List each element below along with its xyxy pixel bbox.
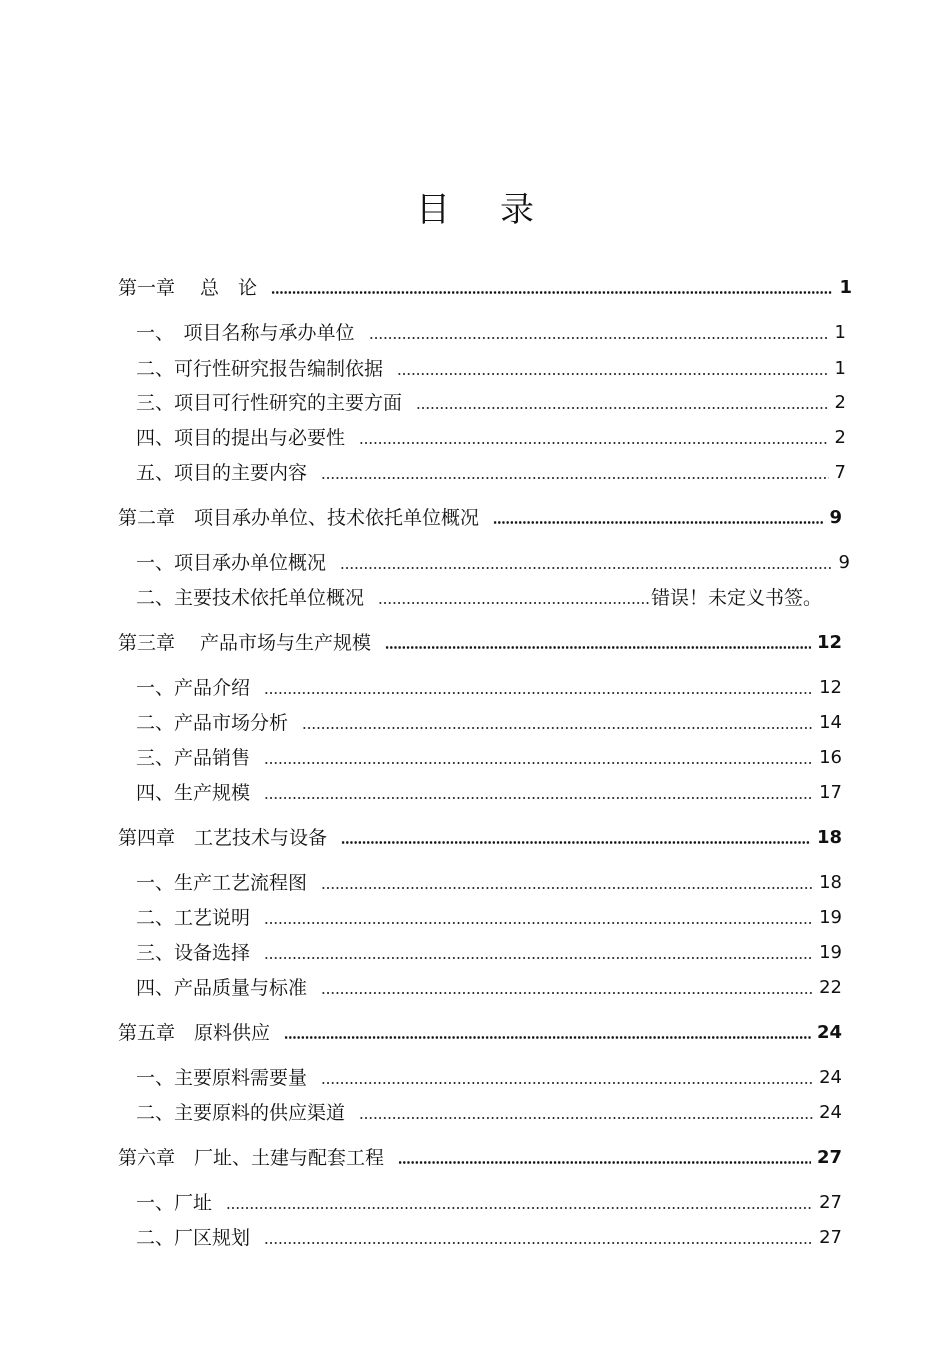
toc-chapter-1[interactable] (118, 271, 852, 299)
dot-leader (302, 727, 813, 729)
toc-label: 四、产品质量与标准 (136, 977, 308, 999)
toc-chapter-4[interactable] (118, 821, 842, 849)
toc-label: 第二章 项目承办单位、技术依托单位概况 (118, 507, 480, 529)
toc-section[interactable] (136, 1061, 842, 1089)
toc-label: 第五章 原料供应 (118, 1022, 271, 1044)
toc-page-number: 1 (834, 358, 846, 379)
dot-leader (264, 922, 813, 924)
toc-label: 二、工艺说明 (136, 907, 251, 929)
dot-leader (369, 337, 829, 339)
toc-section[interactable] (136, 1096, 842, 1124)
toc-page-number: 2 (834, 392, 846, 413)
toc-label: 二、主要技术依托单位概况 (136, 587, 365, 609)
toc-page-number: 19 (819, 907, 842, 928)
toc-label: 第一章 总 论 (118, 277, 258, 299)
dot-leader (321, 992, 813, 994)
toc-page-number: 17 (819, 782, 842, 803)
toc-label: 一、项目承办单位概况 (136, 552, 327, 574)
toc-label: 四、项目的提出与必要性 (136, 427, 346, 449)
toc-section[interactable] (136, 1221, 842, 1249)
dot-leader (397, 373, 829, 375)
toc-section[interactable] (136, 421, 846, 449)
dot-leader (359, 1117, 813, 1119)
toc-section[interactable] (136, 1186, 842, 1214)
toc-label: 一、产品介绍 (136, 677, 251, 699)
page-title (0, 182, 950, 231)
toc-page-number: 19 (819, 942, 842, 963)
toc-section[interactable] (136, 671, 842, 699)
toc-page-number: 1 (839, 277, 852, 298)
toc-chapter-5[interactable] (118, 1016, 842, 1044)
toc-section[interactable] (136, 741, 842, 769)
toc-page-number: 12 (816, 632, 842, 653)
toc-page-number: 1 (834, 322, 846, 343)
toc-section[interactable] (136, 386, 846, 414)
toc-section[interactable] (136, 866, 842, 894)
toc-label: 一、 项目名称与承办单位 (136, 322, 355, 344)
toc-chapter-2[interactable] (118, 501, 842, 529)
dot-leader (321, 887, 813, 889)
toc-page-number: 27 (819, 1227, 842, 1248)
toc-page-number: 24 (816, 1022, 842, 1043)
dot-leader (226, 1207, 813, 1209)
dot-leader (271, 291, 833, 294)
toc-page-number: 22 (819, 977, 842, 998)
dot-leader (416, 407, 829, 409)
toc-page-number: 27 (819, 1192, 842, 1213)
toc-label: 二、主要原料的供应渠道 (136, 1102, 346, 1124)
toc-chapter-3[interactable] (118, 626, 842, 654)
toc-label: 二、产品市场分析 (136, 712, 289, 734)
dot-leader (341, 841, 811, 844)
toc-label: 三、产品销售 (136, 747, 251, 769)
toc-label: 第三章 产品市场与生产规模 (118, 632, 372, 654)
dot-leader (321, 477, 829, 479)
title-char-1: 目 (416, 190, 450, 230)
toc-page-number: 14 (819, 712, 842, 733)
dot-leader (264, 762, 813, 764)
dot-leader (378, 602, 651, 604)
toc-section[interactable] (136, 971, 842, 999)
toc-section[interactable] (136, 936, 842, 964)
toc-page-number: 18 (819, 872, 842, 893)
toc-page-number: 18 (816, 827, 842, 848)
toc-page-number: 27 (816, 1147, 842, 1168)
dot-leader (284, 1036, 811, 1039)
toc-label: 四、生产规模 (136, 782, 251, 804)
toc-section[interactable] (136, 706, 842, 734)
toc-page-number: 2 (834, 427, 846, 448)
title-char-2: 录 (500, 190, 534, 230)
toc-page-number: 24 (819, 1102, 842, 1123)
dot-leader (340, 567, 833, 569)
dot-leader (264, 692, 813, 694)
toc-label: 三、项目可行性研究的主要方面 (136, 392, 403, 414)
toc-page-number: 12 (819, 677, 842, 698)
dot-leader (493, 521, 823, 524)
dot-leader (359, 442, 829, 444)
toc-label: 三、设备选择 (136, 942, 251, 964)
toc-page-number: 7 (834, 462, 846, 483)
dot-leader (264, 797, 813, 799)
dot-leader (321, 1082, 813, 1084)
toc-page-number: 16 (819, 747, 842, 768)
toc-section[interactable] (136, 546, 850, 574)
dot-leader (398, 1161, 811, 1164)
toc-page-number: 9 (838, 552, 850, 573)
toc-error-text: 错误！未定义书签。 (650, 587, 822, 609)
dot-leader (264, 957, 813, 959)
toc-section[interactable] (136, 456, 846, 484)
toc-label: 一、厂址 (136, 1192, 213, 1214)
toc-label: 二、可行性研究报告编制依据 (136, 358, 384, 380)
toc-page-number: 9 (829, 507, 842, 528)
toc-label: 第四章 工艺技术与设备 (118, 827, 328, 849)
toc-label: 二、厂区规划 (136, 1227, 251, 1249)
toc-label: 一、生产工艺流程图 (136, 872, 308, 894)
dot-leader (264, 1242, 813, 1244)
toc-page-number: 24 (819, 1067, 842, 1088)
toc-section[interactable] (136, 316, 846, 344)
toc-section[interactable] (136, 901, 842, 929)
toc-section[interactable] (136, 776, 842, 804)
toc-section[interactable] (136, 581, 822, 609)
toc-label: 第六章 厂址、土建与配套工程 (118, 1147, 385, 1169)
toc-label: 一、主要原料需要量 (136, 1067, 308, 1089)
dot-leader (385, 646, 811, 649)
toc-section[interactable] (136, 352, 846, 380)
toc-label: 五、项目的主要内容 (136, 462, 308, 484)
toc-chapter-6[interactable] (118, 1141, 842, 1169)
